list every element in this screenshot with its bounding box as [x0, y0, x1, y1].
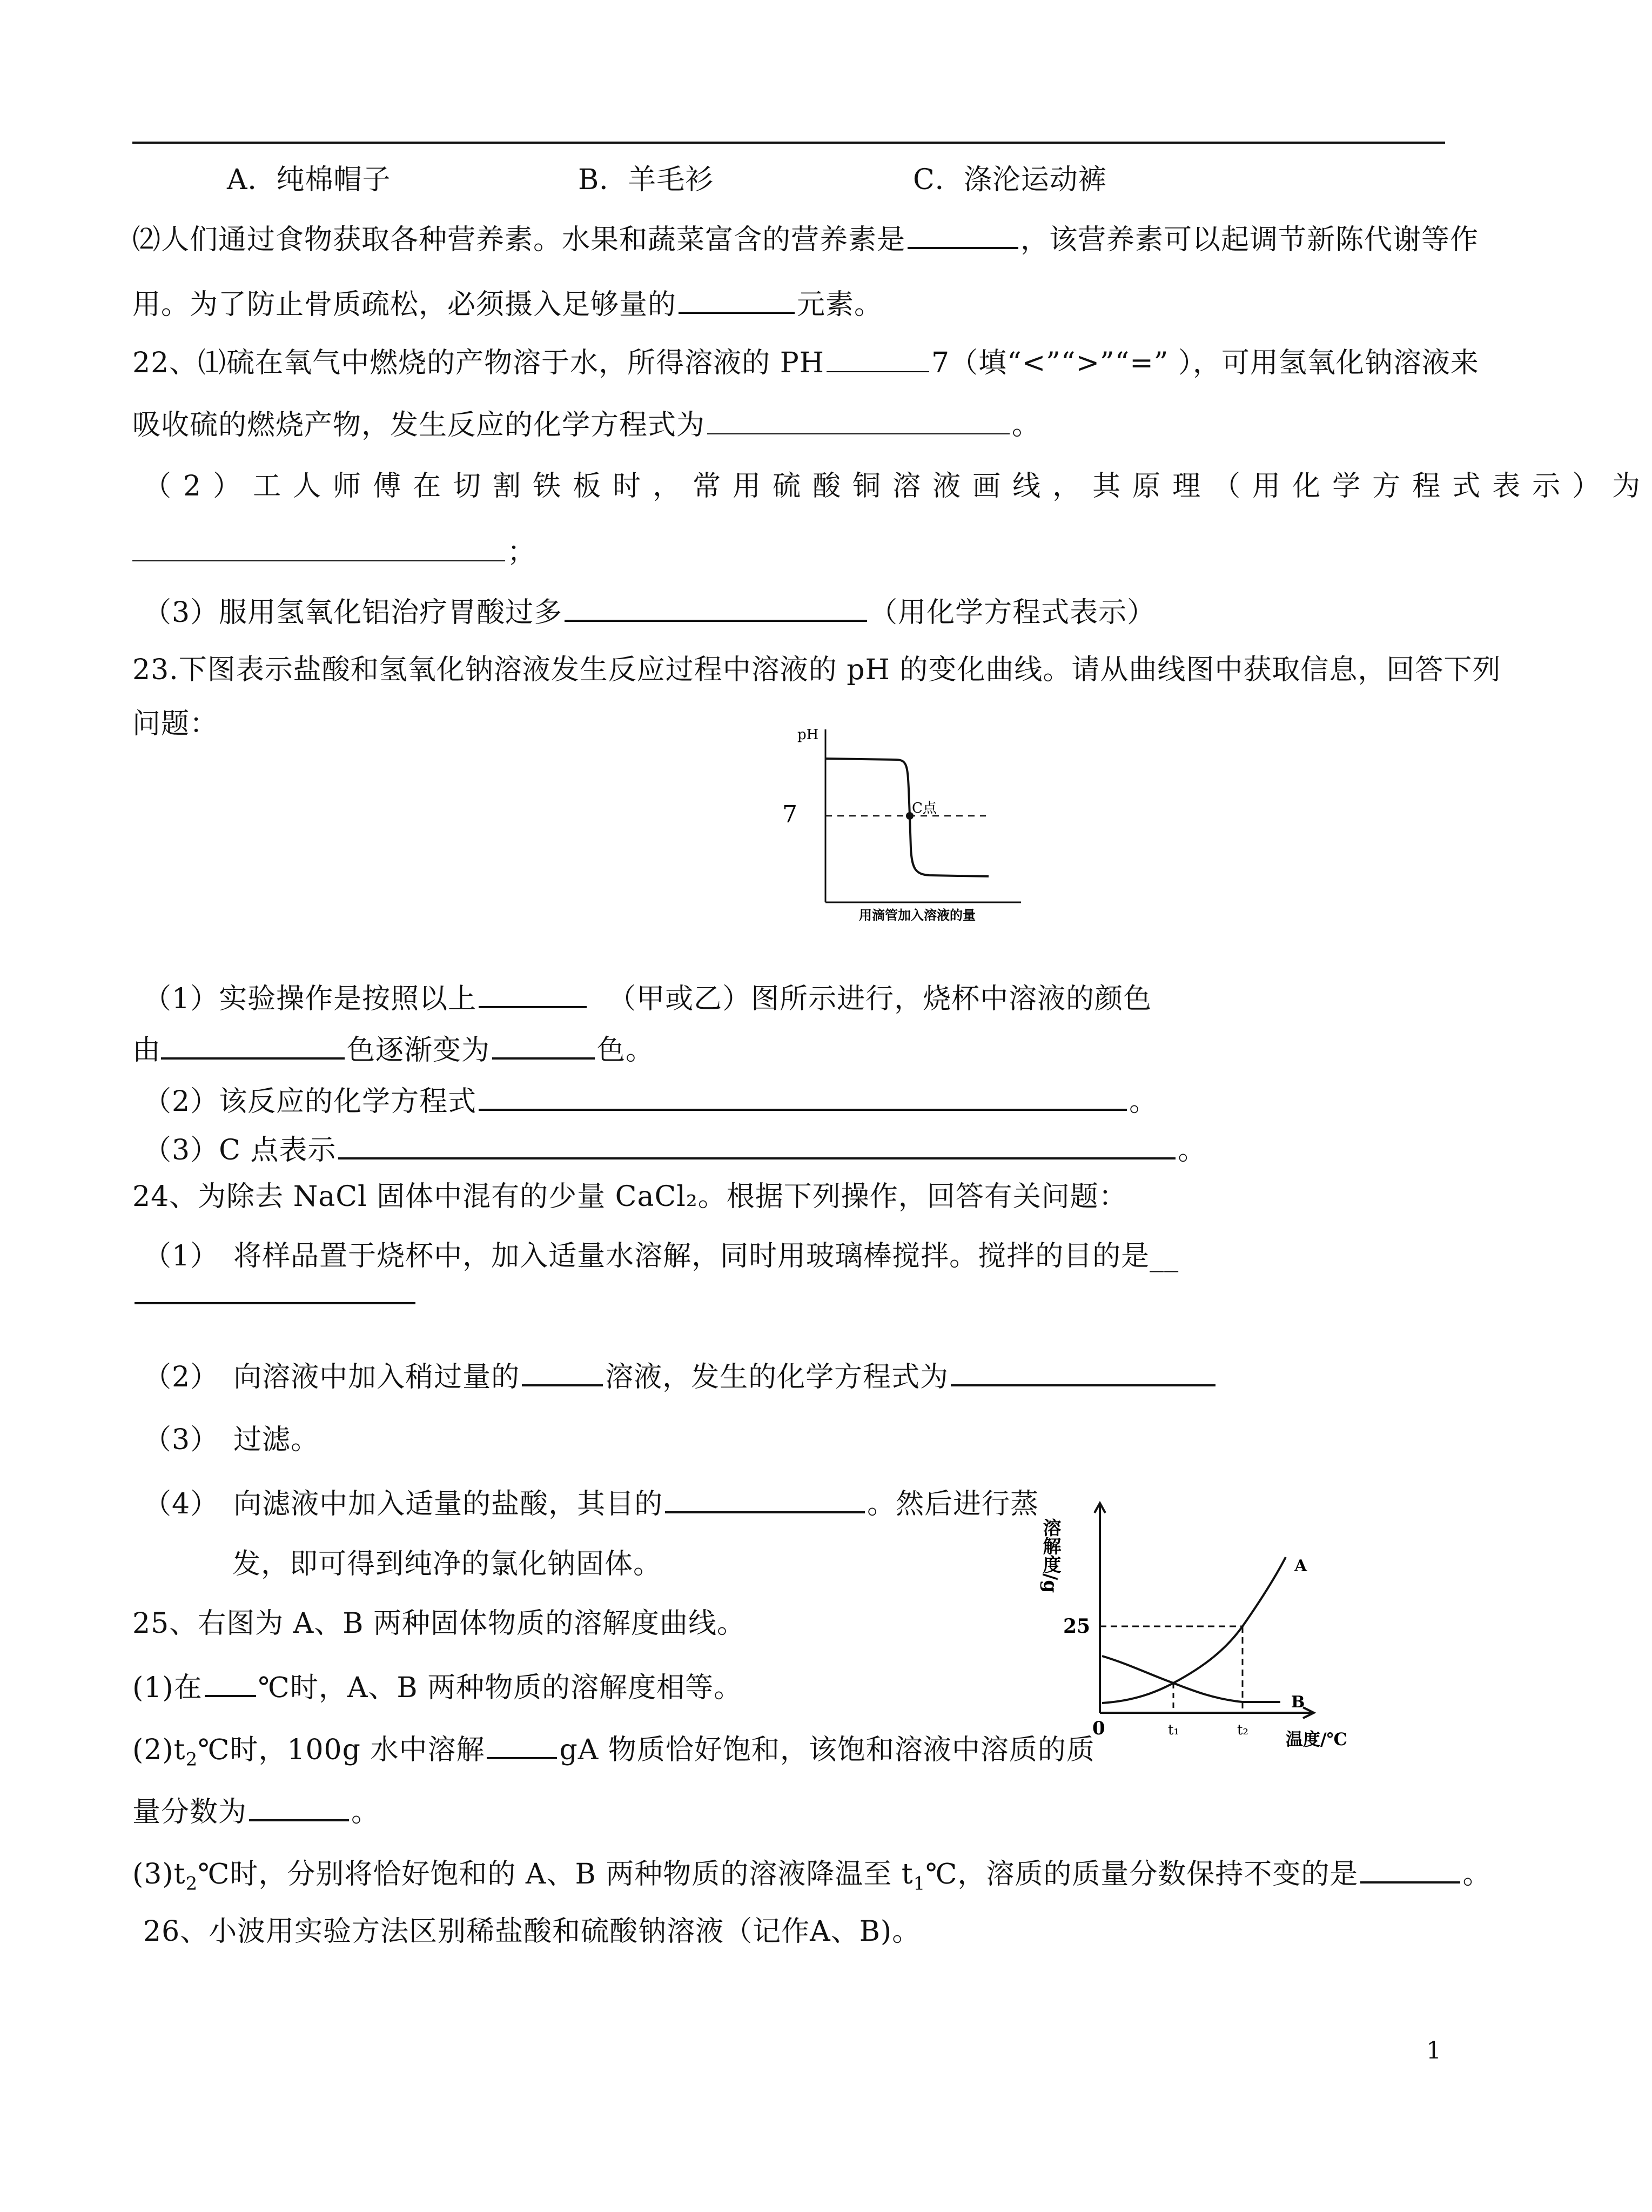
q22-line3: （2）工人师傅在切割铁板时，常用硫酸铜溶液画线，其原理（用化学方程式表示）为	[143, 470, 1652, 502]
solubility-curve-b	[1102, 1656, 1280, 1702]
q24-sub4	[143, 1483, 1039, 1523]
q23-line1: 23.下图表示盐酸和氢氧化钠溶液发生反应过程中溶液的 pH 的变化曲线。请从曲线图中获取信息，回答下列	[132, 654, 1501, 686]
solubility-chart-xtick-0: 0	[1092, 1718, 1105, 1739]
q23-sub2	[132, 1029, 654, 1069]
q23-blank-point-c[interactable]	[338, 1129, 1176, 1159]
q23-text-i: 。	[1178, 1134, 1207, 1167]
q23-blank-equation[interactable]	[479, 1081, 1127, 1111]
q21-option-b: B．羊毛衫	[578, 164, 714, 196]
q23-text-c: 由	[132, 1034, 162, 1067]
solubility-curve-a	[1102, 1557, 1286, 1703]
q23-text-g: 。	[1129, 1085, 1158, 1118]
q23-text-f: （2）该反应的化学方程式	[143, 1085, 477, 1118]
q22-text-g: （用化学方程式表示）	[869, 596, 1156, 629]
q24-blank-equation[interactable]	[951, 1356, 1216, 1386]
ph-chart-ytick-7: 7	[782, 801, 797, 828]
q23-blank-figure[interactable]	[479, 978, 587, 1008]
q23-text-b: （甲或乙）图所示进行，烧杯中溶液的颜色	[608, 983, 1152, 1015]
q25-text-b: ℃时，A、B 两种物质的溶解度相等。	[258, 1672, 743, 1704]
q23-sub4	[143, 1129, 1206, 1169]
solubility-chart-label-a: A	[1294, 1557, 1307, 1576]
q21-p2-text-c: 用。为了防止骨质疏松，必须摄入足够量的	[132, 289, 677, 321]
q21-option-a: A．纯棉帽子	[227, 164, 391, 196]
q25-sub-2b: 2	[185, 1873, 198, 1895]
q25-sub2-cont	[132, 1791, 380, 1831]
q22-blank-equation1[interactable]	[707, 405, 1010, 434]
q25-line1: 25、右图为 A、B 两种固体物质的溶解度曲线。	[132, 1607, 746, 1640]
q22-line1	[132, 343, 1479, 382]
q25-text-d: ℃时，100g 水中溶解	[198, 1734, 485, 1766]
ph-chart-point-c-label: C点	[912, 800, 937, 816]
q25-text-i: ℃时，分别将恰好饱和的 A、B 两种物质的溶液降温至 t	[198, 1858, 914, 1891]
solubility-chart-xtick-t2: t₂	[1237, 1722, 1248, 1738]
solubility-chart-ytick-25: 25	[1063, 1615, 1091, 1638]
q25-sub1	[132, 1667, 742, 1707]
q25-text-f: 量分数为	[132, 1796, 247, 1828]
q25-text-e: gA 物质恰好饱和，该饱和溶液中溶质的质	[559, 1734, 1095, 1766]
q25-text-j: ℃，溶质的质量分数保持不变的是	[925, 1858, 1359, 1891]
solubility-chart-xtick-t1: t₁	[1168, 1722, 1179, 1738]
q24-sub2	[143, 1356, 1218, 1396]
q25-sub2	[132, 1729, 1095, 1778]
header-rule	[132, 142, 1445, 144]
q24-blank-reagent[interactable]	[522, 1356, 603, 1386]
q21-blank-nutrient[interactable]	[908, 219, 1018, 249]
q23-text-a: （1）实验操作是按照以上	[143, 983, 477, 1015]
q22-blank-ph[interactable]	[827, 343, 929, 372]
q22-blank-equation3[interactable]	[565, 592, 867, 622]
q21-p2-text-d: 元素。	[797, 289, 883, 321]
ph-chart-xlabel: 用滴管加入溶液的量	[859, 907, 976, 923]
q25-text-k: 。	[1462, 1858, 1492, 1891]
q22-text-c: 吸收硫的燃烧产物，发生反应的化学方程式为	[132, 409, 706, 441]
q23-text-h: （3）C 点表示	[143, 1134, 337, 1167]
page-number: 1	[1426, 2037, 1441, 2064]
q25-blank-temperature[interactable]	[205, 1667, 256, 1697]
q21-p2-line1	[132, 219, 1479, 259]
q22-blank-equation2[interactable]	[132, 532, 505, 561]
q22-text-f: （3）服用氢氧化铝治疗胃酸过多	[143, 596, 563, 629]
q21-p2-text-b: ，该营养素可以起调节新陈代谢等作	[1020, 224, 1479, 256]
q26-line1: 26、小波用实验方法区别稀盐酸和硫酸钠溶液（记作A、B)。	[143, 1915, 921, 1948]
q23-blank-color-to[interactable]	[492, 1029, 595, 1060]
q25-blank-substance[interactable]	[1360, 1853, 1460, 1883]
q24-text-c: （4） 向滤液中加入适量的盐酸，其目的	[143, 1488, 663, 1520]
solubility-chart	[1039, 1491, 1383, 1772]
q21-option-c: C．涤沦运动裤	[913, 164, 1107, 196]
q24-text-d: 。然后进行蒸	[867, 1488, 1039, 1520]
q23-line2: 问题：	[132, 708, 219, 740]
q23-blank-color-from[interactable]	[161, 1029, 345, 1060]
q22-line2	[132, 405, 1040, 444]
q24-text-a: （2） 向溶液中加入稍过量的	[143, 1361, 520, 1393]
q24-sub3: （3） 过滤。	[143, 1424, 320, 1456]
q21-blank-element[interactable]	[679, 284, 795, 314]
q24-sub1: （1） 将样品置于烧杯中，加入适量水溶解，同时用玻璃棒搅拌。搅拌的目的是__	[143, 1240, 1179, 1272]
q22-line5	[143, 592, 1156, 632]
solubility-chart-xlabel: 温度/℃	[1286, 1729, 1348, 1750]
ph-chart-ylabel: pH	[797, 727, 819, 743]
q25-sub3	[132, 1853, 1491, 1902]
q23-sub3	[143, 1081, 1158, 1121]
q24-sub4-cont: 发，即可得到纯净的氯化钠固体。	[232, 1548, 662, 1580]
solubility-chart-ylabel: 溶解度/g	[1039, 1518, 1061, 1593]
q23-sub1	[143, 978, 1152, 1018]
q23-text-e: 色。	[597, 1034, 655, 1067]
q24-blank-purpose[interactable]	[135, 1302, 415, 1304]
q25-blank-mass[interactable]	[487, 1729, 557, 1759]
q22-text-b: 7（填“<”“>”“=” ），可用氢氧化钠溶液来	[931, 347, 1479, 379]
q25-text-g: 。	[351, 1796, 380, 1828]
q25-sub-2a: 2	[185, 1748, 198, 1771]
q22-text-d: 。	[1012, 409, 1041, 441]
q21-p2-line2	[132, 284, 883, 324]
q22-line4	[132, 532, 536, 571]
q25-text-c: (2)t	[132, 1734, 186, 1766]
q23-text-d: 色逐渐变为	[347, 1034, 491, 1067]
q25-blank-fraction[interactable]	[249, 1791, 349, 1821]
q25-sub-1: 1	[913, 1873, 926, 1895]
q24-text-b: 溶液，发生的化学方程式为	[605, 1361, 949, 1393]
q25-text-h: (3)t	[132, 1858, 186, 1891]
q24-blank-aim[interactable]	[665, 1483, 865, 1513]
solubility-chart-label-b: B	[1291, 1693, 1305, 1712]
q22-text-a: 22、⑴硫在氧气中燃烧的产物溶于水，所得溶液的 PH	[132, 347, 825, 379]
ph-chart	[773, 713, 1043, 929]
q25-text-a: (1)在	[132, 1672, 203, 1704]
q21-p2-text-a: ⑵人们通过食物获取各种营养素。水果和蔬菜富含的营养素是	[132, 224, 906, 256]
q22-text-e: ；	[507, 536, 536, 568]
q24-line1: 24、为除去 NaCl 固体中混有的少量 CaCl₂。根据下列操作，回答有关问题：	[132, 1181, 1127, 1213]
